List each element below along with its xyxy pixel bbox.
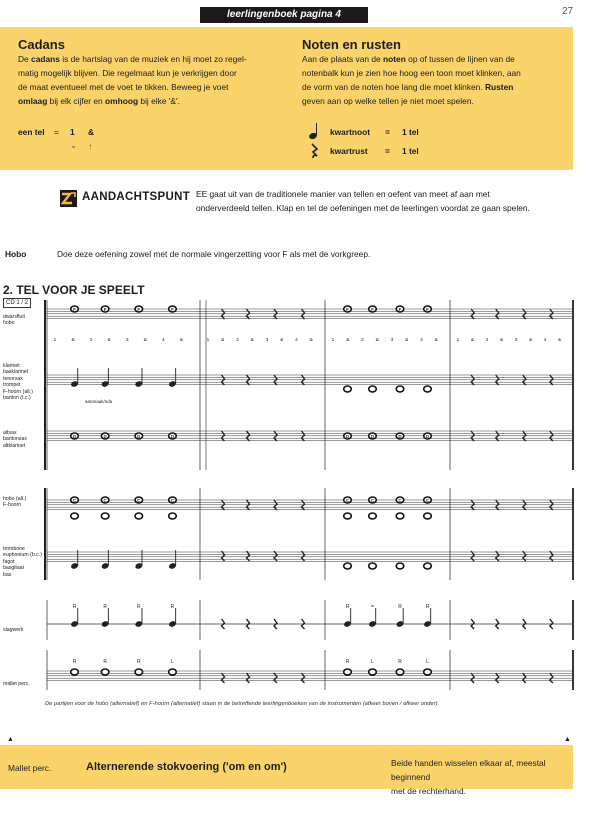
count-text: & — [309, 338, 313, 343]
count-text: & — [528, 338, 533, 343]
instrument-label-alto: altsax baritonsax altklarinet — [3, 430, 27, 449]
count-text: & — [557, 338, 562, 343]
rest-trombone — [471, 551, 474, 561]
drum-sticking: = — [371, 604, 374, 610]
note-horn-letter: C — [137, 498, 141, 503]
note-alto-letter: D — [370, 434, 375, 439]
instrument-label-drums: slagwerk — [3, 627, 24, 633]
count-text: & — [470, 338, 475, 343]
rest-trombone — [274, 551, 277, 561]
count-text: & — [280, 338, 284, 343]
count-text: 2 — [361, 338, 364, 343]
count-and: & — [88, 127, 95, 137]
count-text: 1 — [206, 338, 210, 343]
count-text: 3 — [265, 338, 269, 343]
count-text: & — [71, 338, 75, 343]
note-trombone-whole — [344, 563, 352, 569]
book-page-tab: leerlingenboek pagina 4 — [200, 7, 368, 23]
count-text: & — [499, 338, 504, 343]
count-one: 1 — [70, 127, 75, 137]
note-horn-low — [169, 513, 177, 519]
arrow-up-icon: ↑ — [88, 141, 93, 151]
note-alto-letter: D — [398, 434, 402, 439]
cadans-text: De cadans is de hartslag van de muziek en hij moet zo regel- matig mogelijk blijven. Die regelmaat kun je verkrijgen door de maat eventueel met de voet te tikken. Beweeg je voet omlaag bij elk cijfer en omhoog bij elke '&'. — [18, 54, 247, 106]
count-text: 1 — [331, 338, 335, 343]
count-equals: = — [54, 127, 59, 137]
note-trombone-whole — [424, 563, 432, 569]
count-text: & — [143, 338, 147, 343]
note-horn-letter: C — [72, 498, 77, 503]
note-horn-letter: C — [170, 498, 175, 503]
note-clarinet-whole — [344, 386, 352, 392]
note-mallet — [101, 669, 109, 675]
count-text: 3 — [125, 338, 129, 343]
note-flute-letter: F — [371, 307, 374, 312]
note-horn-low — [369, 513, 377, 519]
note-horn-low — [101, 513, 109, 519]
count-text: & — [221, 338, 225, 343]
rest-trombone — [247, 551, 250, 561]
drum-sticking: R — [103, 604, 107, 610]
note-clarinet-whole — [369, 386, 377, 392]
mallet-sticking: L — [171, 659, 174, 665]
count-text: 3 — [390, 338, 394, 343]
note-flute-letter: F — [346, 307, 349, 312]
quarter-note-label: kwartnoot — [330, 127, 371, 137]
score-footnote: De partijen voor de hobo (alternatief) en F-hoorn (alternatief) staan in de betreffende leerlingenboeken van de instrumenten (afkeer boven / afkeer onder). — [45, 701, 440, 707]
count-text: 1 — [456, 338, 460, 343]
mallet-sticking: R — [103, 659, 107, 665]
note-clarinet-whole — [424, 386, 432, 392]
instrument-label-flute: dwarsfluit hobo — [3, 314, 25, 327]
hobo-text: Doe deze oefening zowel met de normale vingerzetting voor F als met de vorkgreep. — [57, 249, 371, 259]
count-text: 4 — [161, 338, 165, 343]
note-horn-low — [344, 513, 352, 519]
quarter-note-value: 1 tel — [402, 127, 419, 137]
mallet-sticking: R — [398, 659, 402, 665]
exercise-title: 2. TEL VOOR JE SPEELT — [3, 283, 145, 297]
note-alto-letter: D — [345, 434, 350, 439]
note-horn-low — [424, 513, 432, 519]
note-trombone-whole — [396, 563, 404, 569]
note-alto-letter: D — [137, 434, 141, 439]
instrument-label-mallet: mallet perc. — [3, 681, 30, 687]
clarinet-annotation: aanmaak/nda — [85, 399, 113, 404]
note-flute-letter: F — [73, 307, 76, 312]
count-text: 2 — [485, 338, 489, 343]
quarter-rest-label: kwartrust — [330, 146, 368, 156]
note-alto-letter: D — [103, 434, 107, 439]
drum-sticking: R — [425, 604, 430, 610]
triangle-marker-left: ▲ — [7, 736, 14, 743]
mallet-text: Beide handen wisselen elkaar af, meestal beginnend met de rechterhand. — [391, 758, 546, 796]
attention-text: EE gaat uit van de traditionele manier van tellen en oefent van meet af aan met onderverdeeld tellen. Klap en tel de oefeningen met de leerlingen voordat ze gaan spelen. — [196, 189, 530, 213]
cd-badge: CD 1 / 2 — [3, 298, 31, 308]
count-text: & — [250, 338, 254, 343]
count-text: 2 — [89, 338, 93, 343]
quarter-note-equals: = — [385, 127, 390, 137]
rest-trombone — [302, 551, 305, 561]
count-text: & — [434, 338, 438, 343]
drum-sticking: R — [345, 604, 350, 610]
note-horn-low — [71, 513, 79, 519]
note-mallet — [135, 669, 143, 675]
note-horn-letter: C — [398, 498, 402, 503]
rest-trombone — [496, 551, 499, 561]
note-clarinet-whole — [396, 386, 404, 392]
note-flute-letter: F — [171, 307, 174, 312]
note-horn-letter: C — [370, 498, 375, 503]
count-label: een tel — [18, 127, 45, 137]
instrument-label-trombone: trombone euphonium (b.c.) fagot basgitaar bas — [3, 546, 42, 578]
note-mallet — [369, 669, 377, 675]
rest-trombone — [550, 551, 553, 561]
drum-sticking: R — [398, 604, 402, 610]
instrument-label-horn: hobo (alt.) F-hoorn — [3, 496, 27, 509]
notes-rests-title: Noten en rusten — [302, 37, 401, 52]
note-alto-letter: D — [72, 434, 77, 439]
drum-sticking: R — [72, 604, 77, 610]
note-mallet — [424, 669, 432, 675]
quarter-rest-value: 1 tel — [402, 146, 419, 156]
hobo-label: Hobo — [5, 249, 27, 259]
instrument-label-clarinet: klarinet basklarinet tenorsax trompet F-hoorn (alt.) bariton (t.c.) — [3, 363, 33, 402]
count-text: 4 — [295, 338, 298, 343]
notes-rests-text: Aan de plaats van de noten op of tussen de lijnen van de notenbalk kun je zien hoe hoog een toon moet klinken, aan de vorm van de noten hoe lang die moet klinken. Rusten geven aan op welke tellen je niet moet spelen. — [302, 54, 521, 106]
note-horn-low — [396, 513, 404, 519]
note-horn-letter: C — [103, 498, 107, 503]
note-flute-letter: F — [426, 307, 429, 312]
note-mallet — [344, 669, 352, 675]
rest-trombone — [222, 551, 225, 561]
count-text: 1 — [53, 338, 57, 343]
mallet-sticking: R — [345, 659, 350, 665]
mallet-sticking: L — [371, 659, 374, 665]
attention-title: AANDACHTSPUNT — [82, 191, 191, 203]
mallet-sticking: R — [72, 659, 77, 665]
note-mallet — [169, 669, 177, 675]
note-horn-letter: C — [425, 498, 430, 503]
mallet-sticking: L — [426, 659, 429, 665]
count-text: & — [346, 338, 350, 343]
note-alto-letter: D — [425, 434, 430, 439]
note-mallet — [71, 669, 79, 675]
note-mallet — [396, 669, 404, 675]
note-trombone-whole — [369, 563, 377, 569]
note-horn-low — [135, 513, 143, 519]
count-text: 3 — [514, 338, 518, 343]
mallet-sticking: R — [136, 659, 141, 665]
count-text: 4 — [420, 338, 423, 343]
note-flute-letter: F — [398, 307, 402, 312]
note-flute-letter: F — [137, 307, 141, 312]
count-text: & — [179, 338, 183, 343]
count-text: & — [375, 338, 379, 343]
drum-sticking: R — [136, 604, 141, 610]
count-text: 4 — [543, 338, 547, 343]
triangle-marker-right: ▲ — [564, 736, 571, 743]
note-horn-letter: C — [345, 498, 350, 503]
quarter-rest-equals: = — [385, 146, 390, 156]
mallet-title: Alternerende stokvoering ('om en om') — [86, 761, 287, 773]
note-alto-letter: D — [170, 434, 175, 439]
note-flute-letter: F — [103, 307, 107, 312]
arrow-down-icon: ⌄ — [70, 140, 78, 150]
drum-sticking: R — [170, 604, 175, 610]
count-text: & — [405, 338, 409, 343]
mallet-label: Mallet perc. — [8, 763, 52, 773]
count-text: 2 — [236, 338, 239, 343]
count-text: & — [107, 338, 111, 343]
rest-trombone — [523, 551, 526, 561]
page-number: 27 — [562, 6, 574, 17]
cadans-title: Cadans — [18, 37, 65, 52]
